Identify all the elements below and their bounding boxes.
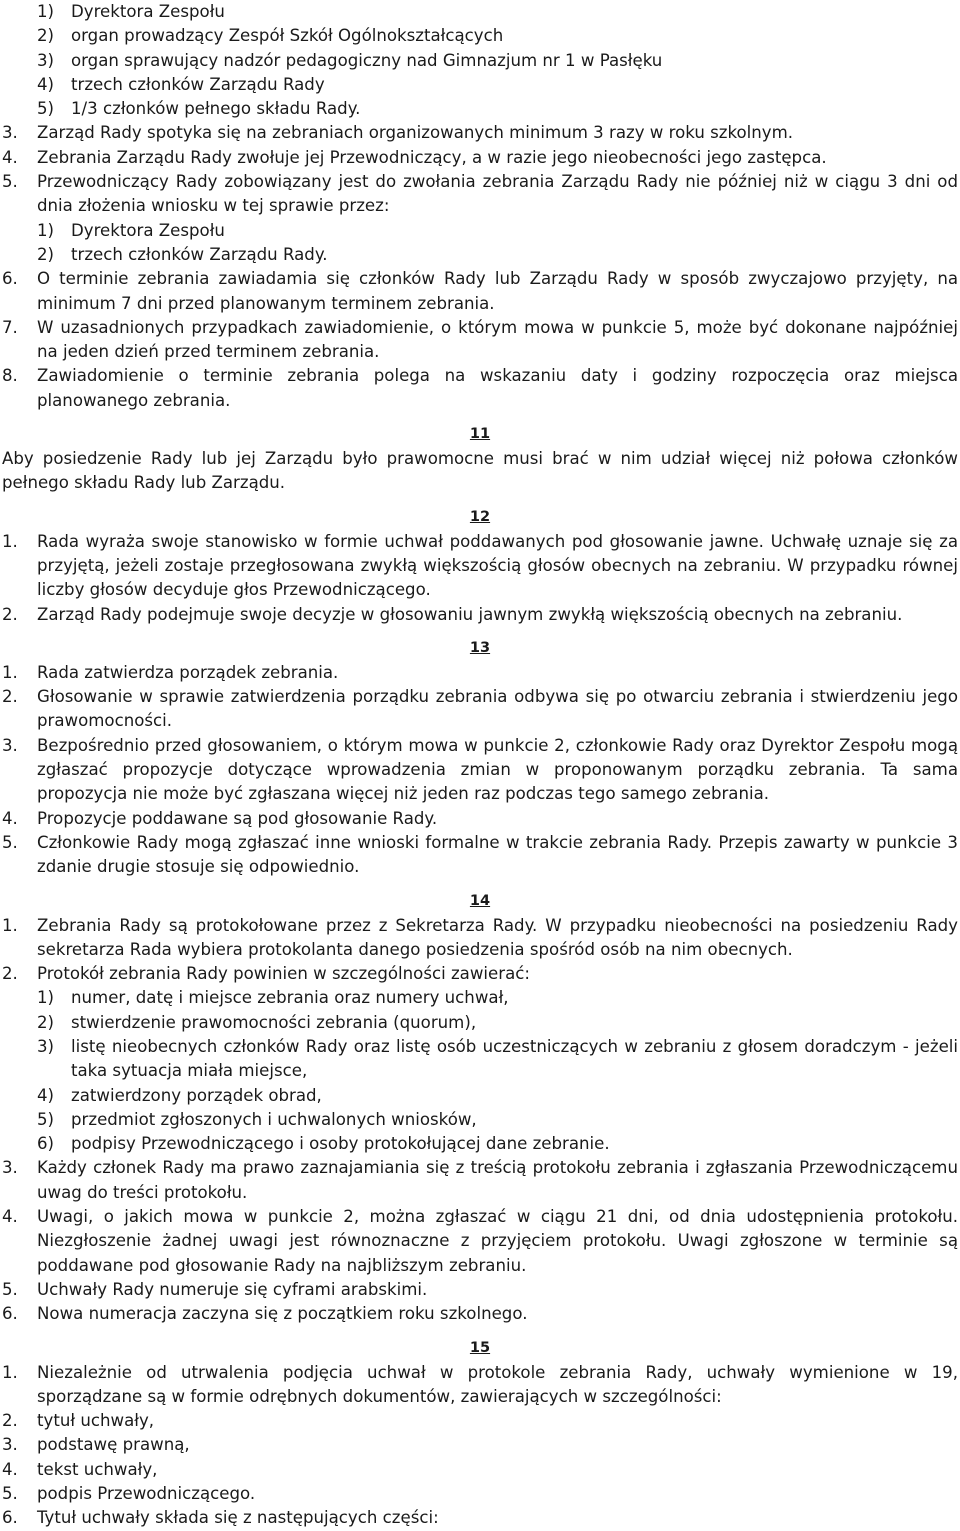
- list-item: 6) podpisy Przewodniczącego i osoby protokołującej dane zebranie.: [37, 1134, 610, 1154]
- list-item: 2) stwierdzenie prawomocności zebrania (quorum),: [37, 1012, 477, 1032]
- paragraph: 1. Rada zatwierdza porządek zebrania.: [2, 662, 339, 682]
- paragraph: 6. Nowa numeracja zaczyna się z początkiem roku szkolnego.: [2, 1304, 528, 1324]
- section-heading: 13: [469, 639, 491, 656]
- list-item: 2) organ prowadzący Zespół Szkół Ogólnokształcących: [37, 26, 504, 46]
- paragraph: 4. tekst uchwały,: [2, 1459, 158, 1479]
- list-item: 1) Dyrektora Zespołu: [37, 220, 225, 240]
- list-item: 1) numer, datę i miejsce zebrania oraz numery uchwał,: [37, 988, 509, 1008]
- paragraph: 2. Głosowanie w sprawie zatwierdzenia porządku zebrania odbywa się po otwarciu zebrania i stwierdzeniu jego prawomocności.: [2, 687, 958, 731]
- section-heading: 15: [469, 1339, 491, 1356]
- paragraph: 1. Rada wyraża swoje stanowisko w formie uchwał poddawanych pod głosowanie jawne. Uchwałę uznaje się za przyjętą, jeżeli zostaje przegłosowana zwykłą większością głosów obecnych na zebraniu. W przypadku równej liczby głosów decyduje głos Przewodniczącego.: [2, 531, 958, 600]
- paragraph: 6. O terminie zebrania zawiadamia się członków Rady lub Zarządu Rady w sposób zwyczajowo przyjęty, na minimum 7 dni przed planowanym terminem zebrania.: [2, 269, 958, 313]
- paragraph: 6. Tytuł uchwały składa się z następujących części:: [2, 1508, 439, 1528]
- paragraph: 5. Członkowie Rady mogą zgłaszać inne wnioski formalne w trakcie zebrania Rady. Przepis zawarty w punkcie 3 zdanie drugie stosuje się odpowiednio.: [2, 832, 958, 877]
- section-heading: 12: [469, 508, 491, 525]
- section-heading: 11: [469, 426, 491, 443]
- section-heading: 14: [469, 892, 491, 909]
- paragraph: 2. Protokół zebrania Rady powinien w szczególności zawierać:: [2, 964, 530, 984]
- paragraph: 8. Zawiadomienie o terminie zebrania polega na wskazaniu daty i godziny rozpoczęcia oraz miejsca planowanego zebrania.: [2, 366, 958, 410]
- list-item: 1) Dyrektora Zespołu: [37, 2, 225, 21]
- list-item: 5) 1/3 członków pełnego składu Rady.: [37, 99, 361, 119]
- paragraph: 1. Zebrania Rady są protokołowane przez z Sekretarza Rady. W przypadku nieobecności na posiedzeniu Rady sekretarza Rada wybiera protokolanta danego posiedzenia spośród osób na nim obecnych.: [2, 915, 958, 959]
- paragraph: 5. podpis Przewodniczącego.: [2, 1484, 256, 1504]
- paragraph: 1. Niezależnie od utrwalenia podjęcia uchwał w protokole zebrania Rady, uchwały wymienione w 19, sporządzane są w formie odrębnych dokumentów, zawierających w szczególności:: [2, 1362, 958, 1406]
- list-item: 4) zatwierdzony porządek obrad,: [37, 1085, 322, 1105]
- paragraph: 5. Przewodniczący Rady zobowiązany jest do zwołania zebrania Zarządu Rady nie później niż w ciągu 3 dni od dnia złożenia wniosku w tej sprawie przez:: [2, 172, 958, 216]
- paragraph: 3. podstawę prawną,: [2, 1435, 190, 1455]
- paragraph: 4. Uwagi, o jakich mowa w punkcie 2, można zgłaszać w ciągu 21 dni, od dnia udostępnienia protokołu. Niezgłoszenie żadnej uwagi jest równoznaczne z przyjęciem protokołu. Uwagi zgłoszone w terminie są poddawane pod głosowanie Rady na najbliższym zebraniu.: [2, 1207, 958, 1275]
- paragraph: 4. Zebrania Zarządu Rady zwołuje jej Przewodniczący, a w razie jego nieobecności jego zastępca.: [2, 147, 827, 167]
- list-item: 3) listę nieobecnych członków Rady oraz listę osób uczestniczących w zebraniu z głosem doradczym - jeżeli taka sytuacja miała miejsce,: [37, 1036, 958, 1081]
- paragraph: 7. W uzasadnionych przypadkach zawiadomienie, o którym mowa w punkcie 5, może być dokonane najpóźniej na jeden dzień przed terminem zebrania.: [2, 317, 958, 362]
- list-item: 4) trzech członków Zarządu Rady: [37, 74, 325, 94]
- paragraph: Aby posiedzenie Rady lub jej Zarządu było prawomocne musi brać w nim udział więcej niż połowa członków pełnego składu Rady lub Zarządu.: [2, 449, 958, 493]
- paragraph: 3. Bezpośrednio przed głosowaniem, o którym mowa w punkcie 2, członkowie Rady oraz Dyrektor Zespołu mogą zgłaszać propozycje dotyczące wprowadzenia zmian w proponowanym porządku zebrania. Ta sama propozycja nie może być zgłaszana więcej niż jeden raz podczas tego samego zebrania.: [2, 735, 958, 804]
- paragraph: 4. Propozycje poddawane są pod głosowanie Rady.: [2, 808, 438, 828]
- paragraph: 2. Zarząd Rady podejmuje swoje decyzje w głosowaniu jawnym zwykłą większością obecnych na zebraniu.: [2, 604, 903, 624]
- list-item: 5) przedmiot zgłoszonych i uchwalonych wniosków,: [37, 1109, 477, 1129]
- list-item: 3) organ sprawujący nadzór pedagogiczny nad Gimnazjum nr 1 w Pasłęku: [37, 50, 663, 70]
- paragraph: 3. Zarząd Rady spotyka się na zebraniach organizowanych minimum 3 razy w roku szkolnym.: [2, 123, 794, 143]
- paragraph: 3. Każdy członek Rady ma prawo zaznajamiania się z treścią protokołu zebrania i zgłaszania Przewodniczącemu uwag do treści protokołu.: [2, 1158, 958, 1202]
- paragraph: 5. Uchwały Rady numeruje się cyframi arabskimi.: [2, 1279, 428, 1299]
- paragraph: 2. tytuł uchwały,: [2, 1411, 155, 1431]
- list-item: 2) trzech członków Zarządu Rady.: [37, 244, 328, 264]
